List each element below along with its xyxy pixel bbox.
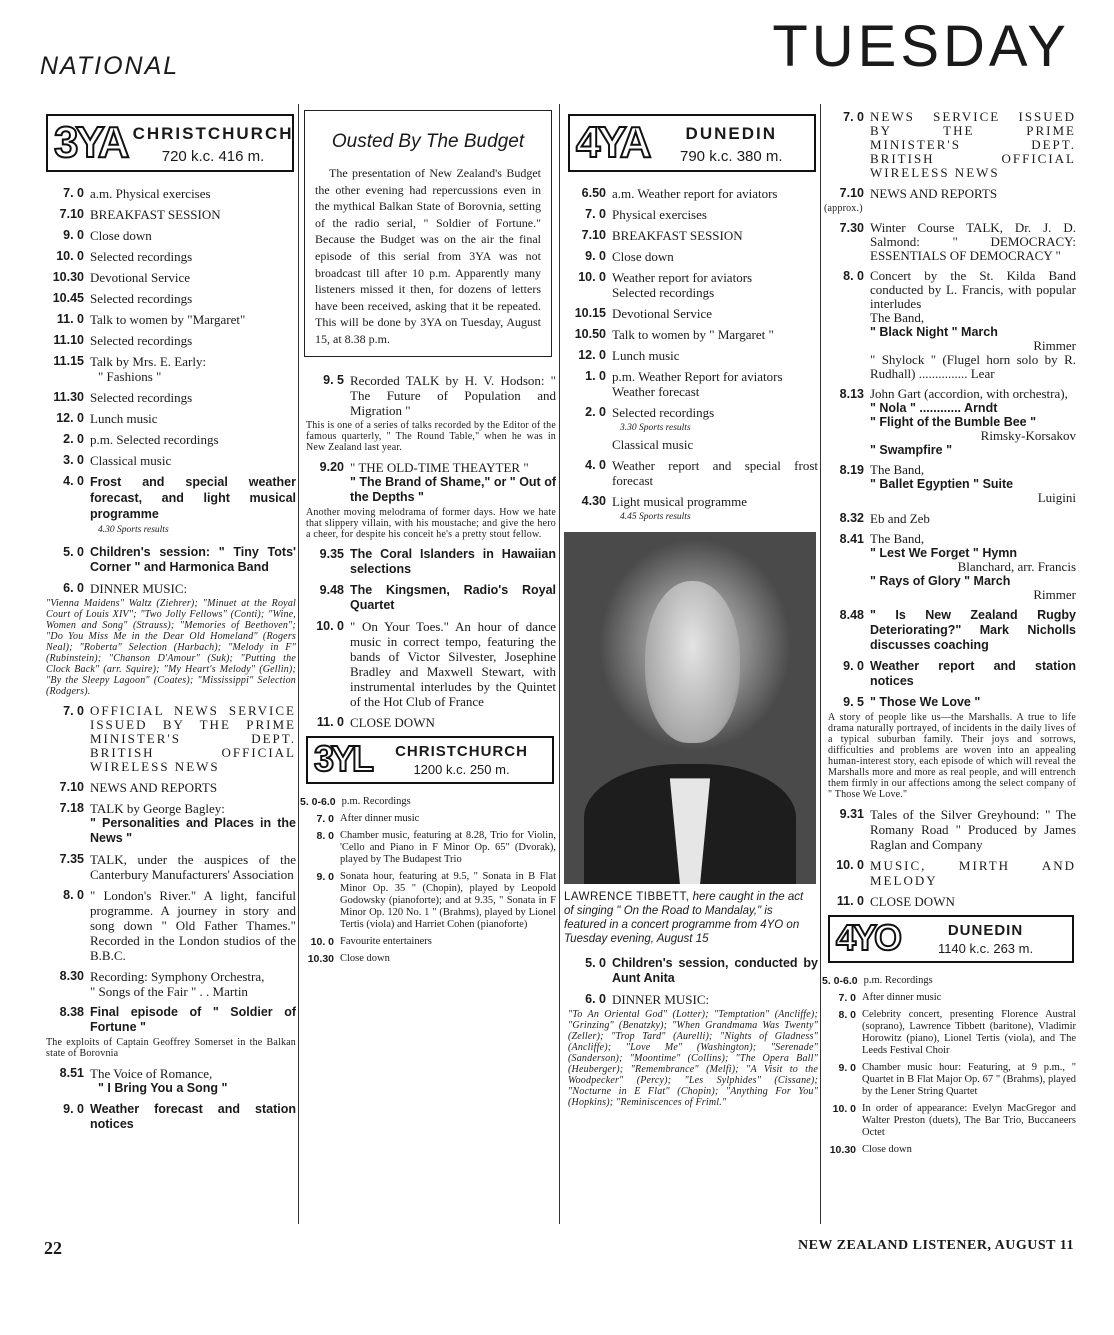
photo-face xyxy=(645,581,741,743)
entry-time: 8.30 xyxy=(59,969,84,983)
station-banner-3ya xyxy=(46,114,294,172)
entry-time: 8. 0 xyxy=(63,888,84,902)
entry-time: 8. 0 xyxy=(843,269,864,283)
entry-time: 9. 5 xyxy=(323,372,344,387)
entry-subtitle: The Band, xyxy=(870,310,925,325)
station-frequency: 790 k.c. 380 m. xyxy=(680,148,783,165)
entry-text: Classical music xyxy=(90,453,172,468)
programme-entry xyxy=(562,186,818,201)
entry-time: 8. 0 xyxy=(838,1009,856,1021)
entry-time: 9. 0 xyxy=(585,249,606,263)
entry-time: 7. 0 xyxy=(585,207,606,221)
entry-text: DINNER MUSIC: xyxy=(612,992,710,1007)
programme-entry xyxy=(300,715,556,730)
entry-time: 5. 0 xyxy=(63,545,84,559)
entry-note: (approx.) xyxy=(824,203,863,214)
entry-text: Devotional Service xyxy=(90,270,190,285)
programme-entry xyxy=(562,327,818,342)
entry-time: 11.15 xyxy=(53,354,84,368)
entry-text: NEWS SERVICE ISSUED BY THE PRIME MINISTER'S DEPT. BRITISH OFFICIAL WIRELESS NEWS xyxy=(870,109,1076,180)
entry-note: The exploits of Captain Geoffrey Somerset in the Balkan state of Borovnia xyxy=(46,1037,296,1059)
entry-time: 8.41 xyxy=(839,532,864,546)
entry-text: TALK by George Bagley: xyxy=(90,801,225,816)
entry-subtitle: " Shylock " (Flugel horn solo by R. Rudhall) ............... Lear xyxy=(870,352,1076,381)
entry-subtitle: Classical music xyxy=(612,437,694,452)
entry-text: Weather forecast and station notices xyxy=(90,1102,296,1131)
entry-text: Concert by the St. Kilda Band conducted by L. Francis, with popular interludes xyxy=(870,268,1076,311)
programme-entry xyxy=(40,411,296,426)
entry-time: 8. 0 xyxy=(316,829,334,842)
station-city: DUNEDIN xyxy=(685,124,777,143)
entry-text: Children's session: " Tiny Tots' Corner " and Harmonica Band xyxy=(90,545,296,574)
entry-time: 7.10 xyxy=(59,780,84,794)
entry-time: 9. 0 xyxy=(316,870,334,883)
entry-text: a.m. Physical exercises xyxy=(90,186,211,201)
station-city: CHRISTCHURCH xyxy=(132,124,294,143)
programme-entry xyxy=(822,1144,1076,1156)
entry-time: 10.50 xyxy=(574,327,606,341)
entry-composer: Rimmer xyxy=(1033,587,1076,602)
entry-text: Winter Course TALK, Dr. J. D. Salmond: " DEMOCRACY: ESSENTIALS OF DEMOCRACY " xyxy=(870,220,1076,263)
entry-text: Talk to women by " Margaret " xyxy=(612,327,774,342)
entry-text: The Band, xyxy=(870,531,925,546)
programme-entry xyxy=(40,852,296,882)
programme-entry xyxy=(40,1102,296,1132)
entry-text: Selected recordings xyxy=(90,291,193,306)
entry-note: 3.30 Sports results xyxy=(620,423,691,433)
programme-entry xyxy=(40,581,296,596)
entry-text: Selected recordings xyxy=(90,390,193,405)
entry-subtitle: " Songs of the Fair " . . Martin xyxy=(90,984,248,999)
entry-text: Tales of the Silver Greyhound: " The Romany Road " Produced by James Raglan and Company xyxy=(870,807,1076,852)
entry-subtitle: " Ballet Egyptien " Suite xyxy=(870,477,1014,491)
entry-text: Close down xyxy=(612,249,674,264)
entry-time: 10. 0 xyxy=(578,270,606,284)
entry-time: 8.13 xyxy=(839,387,864,401)
entry-time: 6. 0 xyxy=(63,581,84,595)
entry-text: Weather report and station notices xyxy=(870,659,1076,688)
entry-text: The Kingsmen, Radio's Royal Quartet xyxy=(350,582,556,612)
programme-entry xyxy=(562,249,818,264)
entry-time: 7. 0 xyxy=(63,704,84,718)
entry-text: Final episode of " Soldier of Fortune " xyxy=(90,1005,296,1034)
entry-time: 4. 0 xyxy=(63,474,84,488)
entry-time: 11.30 xyxy=(53,390,84,404)
entry-text: Selected recordings xyxy=(90,249,193,264)
entry-time: 6. 0 xyxy=(585,992,606,1006)
entry-time: 10.30 xyxy=(52,270,84,284)
programme-entry xyxy=(822,807,1076,852)
entry-time: 8.51 xyxy=(59,1066,84,1080)
programme-entry xyxy=(300,871,556,931)
entry-time: 7.35 xyxy=(59,852,84,866)
station-city: CHRISTCHURCH xyxy=(395,742,528,760)
entry-time: 12. 0 xyxy=(578,348,606,362)
programme-entry xyxy=(300,373,556,418)
entry-time: 2. 0 xyxy=(585,405,606,419)
entry-text: Talk to women by "Margaret" xyxy=(90,312,246,327)
programme-entry xyxy=(40,228,296,243)
station-city: DUNEDIN xyxy=(947,922,1024,939)
programme-entry xyxy=(40,801,296,846)
entry-time: 7. 0 xyxy=(63,186,84,200)
entry-text: Lunch music xyxy=(90,411,158,426)
entry-time: 7.10 xyxy=(581,228,606,242)
entry-subtitle: " Flight of the Bumble Bee " xyxy=(870,415,1037,429)
entry-time: 9.48 xyxy=(319,582,344,597)
entry-subtitle: " The Brand of Shame," or " Out of the Depths " xyxy=(350,474,556,504)
programme-entry xyxy=(300,460,556,505)
station-banner-4ya xyxy=(568,114,816,172)
programme-entry xyxy=(562,494,818,526)
entry-text: Celebrity concert, presenting Florence Austral (soprano), Lawrence Tibbett (baritone), Vladimir Horowitz (piano), Lionel Tertis (viola), and The Leeds Festival Choir xyxy=(862,1009,1076,1056)
entry-text: MUSIC, MIRTH AND MELODY xyxy=(870,858,1076,888)
programme-entry xyxy=(562,956,818,986)
entry-text: BREAKFAST SESSION xyxy=(612,228,743,243)
programme-entry xyxy=(822,269,1076,381)
programme-entry xyxy=(300,953,556,965)
entry-text: " On Your Toes." An hour of dance music in correct tempo, featuring the bands of Victor Silvester, Josephine Bradley and Maxwell Stewart, with instrumental interludes by the Quintet of the Hot Club of France xyxy=(350,618,556,709)
entry-note: 4.45 Sports results xyxy=(620,512,691,522)
entry-text: Recorded TALK by H. V. Hodson: " The Future of Population and Migration " xyxy=(350,372,556,418)
programme-entry xyxy=(822,186,1076,201)
programme-entry xyxy=(822,511,1076,526)
programme-entry xyxy=(822,1103,1076,1139)
programme-entry xyxy=(40,545,296,575)
entry-time: 10.45 xyxy=(52,291,84,305)
entry-time: 5. 0 xyxy=(585,956,606,970)
entry-time: 7.18 xyxy=(59,801,84,815)
programme-entry xyxy=(562,207,818,222)
entry-text: " Those We Love " xyxy=(870,695,981,709)
entry-text: Eb and Zeb xyxy=(870,511,930,526)
entry-text: BREAKFAST SESSION xyxy=(90,207,221,222)
entry-text: " THE OLD-TIME THEAYTER " xyxy=(350,459,529,475)
entry-time: 10. 0 xyxy=(836,858,864,872)
entry-time: 7.10 xyxy=(59,207,84,221)
entry-time: 7. 0 xyxy=(316,812,334,825)
programme-entry xyxy=(822,463,1076,505)
entry-text: Light musical programme xyxy=(612,494,748,509)
programme-entry xyxy=(822,110,1076,180)
programme-entry xyxy=(822,975,1076,987)
entry-time: 4. 0 xyxy=(585,458,606,472)
programme-entry xyxy=(40,249,296,264)
programme-entry xyxy=(40,888,296,963)
entry-composer: Rimmer xyxy=(1033,338,1076,353)
entry-time: 10.15 xyxy=(574,306,606,320)
feature-title: Ousted By The Budget xyxy=(331,131,525,152)
entry-composer: Blanchard, arr. Francis xyxy=(957,559,1076,574)
entry-text: Selected recordings xyxy=(612,405,715,420)
entry-text: p.m. Selected recordings xyxy=(90,432,219,447)
station-frequency: 720 k.c. 416 m. xyxy=(161,148,265,165)
entry-time: 8.38 xyxy=(59,1005,84,1019)
programme-entry xyxy=(40,780,296,795)
programme-entry xyxy=(40,186,296,201)
entry-time: 11. 0 xyxy=(56,312,84,326)
entry-time: 7.30 xyxy=(839,221,864,235)
entry-text: Close down xyxy=(862,1144,912,1155)
programme-entry xyxy=(300,796,556,808)
caption-text: here caught in the act of singing " On the Road to Mandalay," is featured in a concert programme from 4YO on Tuesday evening, August 15 xyxy=(564,891,804,945)
entry-note: 4.30 Sports results xyxy=(98,525,169,535)
entry-subtitle: " Lest We Forget " Hymn xyxy=(870,546,1018,560)
entry-time: 8.48 xyxy=(839,608,864,622)
entry-text: Weather report and special frost forecast xyxy=(612,458,818,488)
entry-subtitle: " Black Night " March xyxy=(870,325,998,339)
entry-text: The Coral Islanders in Hawaiian selections xyxy=(350,546,556,576)
photo-caption xyxy=(562,888,818,956)
entry-subtitle: " Swampfire " xyxy=(870,443,953,457)
entry-text: Physical exercises xyxy=(612,207,707,222)
entry-text: Weather report for aviators xyxy=(612,270,753,285)
programme-entry xyxy=(300,813,556,825)
programme-entry xyxy=(40,333,296,348)
section-label: NATIONAL xyxy=(40,52,180,80)
column-rule xyxy=(559,104,560,1224)
entry-text: " Is New Zealand Rugby Deteriorating?" Mark Nicholls discusses coaching xyxy=(870,608,1076,652)
entry-time: 8.32 xyxy=(839,511,864,525)
entry-time: 9.31 xyxy=(839,807,864,821)
entry-text: Favourite entertainers xyxy=(340,935,432,947)
programme-entry xyxy=(822,894,1076,909)
programme-entry xyxy=(822,695,1076,710)
programme-entry xyxy=(562,228,818,243)
programme-entry xyxy=(40,1005,296,1035)
entry-subtitle: " I Bring You a Song " xyxy=(98,1081,228,1095)
entry-text: DINNER MUSIC: xyxy=(90,581,188,596)
programme-entry xyxy=(822,992,1076,1004)
entry-subtitle: Selected recordings xyxy=(612,285,715,300)
station-frequency: 1200 k.c. 250 m. xyxy=(413,761,510,777)
entry-time: 9. 5 xyxy=(843,695,864,709)
entry-subtitle: Weather forecast xyxy=(612,384,700,399)
entry-time: 8.19 xyxy=(839,463,864,477)
entry-text: Lunch music xyxy=(612,348,680,363)
entry-time: 10. 0 xyxy=(56,249,84,263)
programme-entry xyxy=(822,858,1076,888)
publication-footer: NEW ZEALAND LISTENER, AUGUST 11 xyxy=(797,1238,1074,1253)
column-rule xyxy=(298,104,299,1224)
entry-subtitle: " Fashions " xyxy=(98,369,162,384)
programme-entry xyxy=(822,387,1076,457)
programme-entry xyxy=(40,1066,296,1096)
entry-text: Talk by Mrs. E. Early: xyxy=(90,354,207,369)
entry-time: 10.30 xyxy=(829,1144,856,1156)
entry-text: a.m. Weather report for aviators xyxy=(612,186,778,201)
entry-text: Chamber music, featuring at 8.28, Trio for Violin, 'Cello and Piano in F Minor Op. 65" (Dvorak), played by The Budapest Trio xyxy=(340,829,556,865)
entry-text: p.m. Weather Report for aviators xyxy=(612,369,783,384)
portrait-photo xyxy=(564,532,816,884)
programme-entry xyxy=(40,474,296,539)
entry-text: After dinner music xyxy=(862,992,942,1003)
programme-entry xyxy=(300,583,556,613)
entry-note: Another moving melodrama of former days. How we hate that slippery villain, with his moustache; and give the hero a cheer, for despite his conceit he's a pretty stout fellow. xyxy=(306,506,556,540)
entry-time: 10.30 xyxy=(307,952,334,965)
programme-entry xyxy=(562,369,818,399)
entry-text: The Voice of Romance, xyxy=(90,1066,213,1081)
station-banner-4yo xyxy=(828,915,1074,963)
entry-composer: Luigini xyxy=(1037,490,1076,505)
entry-text: NEWS AND REPORTS xyxy=(870,186,998,201)
entry-time: 12. 0 xyxy=(56,411,84,425)
entry-time: 9.35 xyxy=(319,546,344,561)
entry-text: Close down xyxy=(340,952,390,964)
entry-time: 11. 0 xyxy=(316,714,344,729)
entry-text: Children's session, conducted by Aunt Anita xyxy=(612,956,818,985)
programme-entry xyxy=(40,291,296,306)
station-frequency: 1140 k.c. 263 m. xyxy=(937,941,1034,956)
entry-text: Close down xyxy=(90,228,152,243)
column-4ya-evening xyxy=(822,104,1076,1224)
entry-text: Frost and special weather forecast, and light musical programme xyxy=(90,475,296,521)
page-number: 22 xyxy=(44,1238,62,1258)
programme-entry xyxy=(40,354,296,384)
programme-entry xyxy=(40,312,296,327)
entry-note: This is one of a series of talks recorded by the Editor of the famous quarterly, " The Round Table," when he was in New Zealand last year. xyxy=(306,419,556,453)
entry-text: The Band, xyxy=(870,462,925,477)
day-title: TUESDAY xyxy=(772,14,1070,79)
entry-text: John Gart (accordion, with orchestra), xyxy=(870,386,1068,401)
entry-time: 11.10 xyxy=(53,333,84,347)
entry-time: 10. 0 xyxy=(310,935,334,948)
column-3ya xyxy=(40,104,296,1224)
programme-entry xyxy=(300,619,556,709)
entry-text: After dinner music xyxy=(340,812,420,824)
dinner-music-list: "Vienna Maidens" Waltz (Ziehrer); "Minuet at the Royal Court of Louis XIV"; "Two Jolly Fellows" (Conti); "Wine, Women and Song" (Strauss); "Memories of Beethoven"; "Do You Miss Me in the Dear Old Homeland" (Rogers Neal); "Roberta" Selection (Harbach); "Melody in F" (Rubinstein); "Chanson D'Amour" (Suk); "Putting the Clock Back" (arr. Squire); "My Heart's Melody" (Gellin); "By the Sleepy Lagoon" (Coates); "Mississippi" Selection (Rodgers). xyxy=(46,598,296,697)
programme-entry xyxy=(40,969,296,999)
station-banner-3yl xyxy=(306,736,554,784)
column-4ya xyxy=(562,104,818,1224)
dinner-music-list: "To An Oriental God" (Lotter); "Temptation" (Ancliffe); "Grinzing" (Benatzky); "When Grandmama Was Twenty" (Zeller); "Trop Tard" (Aurelli); "Nights of Gladness" (Ancliffe); "Love Me" (Washington); "Serenade" (Sanderson); "Moontime" (Collins); "The Opera Ball" (Heuberger); "Remembrance" (Melfi); "A Visit to the Woodpecker" (Percy); "Les Sylphides" (Cissane); "Nocturne in E Flat" (Chopin); "Anything For You" (Hopkins); "Reminiscences of Friml." xyxy=(568,1009,818,1108)
programme-entry xyxy=(562,992,818,1007)
entry-time: 7. 0 xyxy=(838,992,856,1004)
entry-composer: Rimsky-Korsakov xyxy=(980,428,1076,443)
entry-text: OFFICIAL NEWS SERVICE ISSUED BY THE PRIME MINISTER'S DEPT. BRITISH OFFICIAL WIRELESS NEWS xyxy=(90,703,296,774)
programme-entry xyxy=(300,936,556,948)
entry-time: 5. 0-6.0 xyxy=(822,975,858,987)
programme-entry xyxy=(40,453,296,468)
entry-time: 9.20 xyxy=(319,459,344,474)
programme-entry xyxy=(562,306,818,321)
entry-time: 3. 0 xyxy=(63,453,84,467)
station-callsign: 3YA xyxy=(54,118,127,167)
column-feature xyxy=(300,104,556,1224)
entry-text: Chamber music hour: Featuring, at 9 p.m., " Quartet in B Flat Major Op. 67 " (Brahms), played by the Lener String Quartet xyxy=(862,1062,1076,1097)
entry-text: Selected recordings xyxy=(90,333,193,348)
programme-entry xyxy=(40,704,296,774)
entry-time: 10. 0 xyxy=(316,618,344,633)
entry-time: 9. 0 xyxy=(843,659,864,673)
station-callsign: 4YA xyxy=(576,118,649,167)
programme-entry xyxy=(822,221,1076,263)
entry-subtitle: " Nola " ............ Arndt xyxy=(870,401,998,415)
entry-text: CLOSE DOWN xyxy=(870,894,955,909)
entry-time: 9. 0 xyxy=(838,1062,856,1074)
entry-text: Sonata hour, featuring at 9.5, " Sonata in B Flat Minor Op. 35 " (Chopin), played by Leopold Godowsky (pianoforte); and at 9.35, " Sonata in F Minor Op. 120 No. 1 " (Brahms), played by Lionel Tertis (viola) and Harriet Cohen (pianoforte) xyxy=(340,870,556,930)
entry-note: A story of people like us—the Marshalls. A true to life drama naturally portrayed, of incidents in the daily lives of a typical suburban family. Their joys and sorrows, difficulties and problems are woven into an appealing human-interest story, each episode of which will reveal the Marshalls more and more as real people, and will entrench them firmly in our affections among the select company of " Those We Love." xyxy=(828,712,1076,800)
entry-time: 9. 0 xyxy=(63,228,84,242)
entry-text: Recording: Symphony Orchestra, xyxy=(90,969,265,984)
entry-text: p.m. Recordings xyxy=(863,975,933,986)
programme-entry xyxy=(40,432,296,447)
entry-text: " London's River." A light, fanciful programme. A journey in story and song down " Old Father Thames." Recorded in the London studios of the B.B.C. xyxy=(90,888,296,963)
programme-entry xyxy=(822,1009,1076,1057)
entry-time: 2. 0 xyxy=(63,432,84,446)
programme-entry xyxy=(300,830,556,866)
entry-text: CLOSE DOWN xyxy=(350,714,435,730)
feature-box xyxy=(304,110,552,357)
programme-entry xyxy=(562,405,818,452)
entry-text: In order of appearance: Evelyn MacGregor and Walter Preston (duets), The Bar Trio, Buccaneers Octet xyxy=(862,1103,1076,1138)
station-callsign: 4YO xyxy=(836,917,900,958)
entry-time: 1. 0 xyxy=(585,369,606,383)
entry-subtitle: " Rays of Glory " March xyxy=(870,574,1011,588)
programme-entry xyxy=(300,547,556,577)
programme-entry xyxy=(40,207,296,222)
programme-entry xyxy=(562,348,818,363)
entry-time: 4.30 xyxy=(581,494,606,508)
column-rule xyxy=(820,104,821,1224)
entry-time: 6.50 xyxy=(581,186,606,200)
entry-text: Devotional Service xyxy=(612,306,712,321)
programme-entry xyxy=(40,390,296,405)
programme-entry xyxy=(822,532,1076,602)
entry-subtitle: " Personalities and Places in the News " xyxy=(90,816,296,845)
station-callsign: 3YL xyxy=(314,737,372,779)
entry-time: 11. 0 xyxy=(836,894,864,908)
caption-name: LAWRENCE TIBBETT, xyxy=(564,891,690,903)
programme-entry xyxy=(562,270,818,300)
feature-text: The presentation of New Zealand's Budget the other evening had repercussions even in the mythical Balkan State of Borovnia, setting of the radio serial, " Soldier of Fortune." Because the Budget was on the air the final episode of this serial from 3YA was not broadcast till after 10 p.m. Apparently many listeners missed it then, for dozens of letters have been received, asking that it be repeated. This will be done by 3YA on Tuesday, August 15, at 8.38 p.m. xyxy=(315,166,541,346)
programme-entry xyxy=(822,608,1076,653)
entry-time: 9. 0 xyxy=(63,1102,84,1116)
entry-text: TALK, under the auspices of the Canterbury Manufacturers' Association xyxy=(90,852,296,882)
entry-text: p.m. Recordings xyxy=(341,795,411,807)
programme-entry xyxy=(562,458,818,488)
entry-time: 7. 0 xyxy=(843,110,864,124)
entry-text: NEWS AND REPORTS xyxy=(90,780,218,795)
entry-time: 7.10 xyxy=(839,186,864,200)
entry-time: 5. 0-6.0 xyxy=(300,795,336,808)
programme-entry xyxy=(40,270,296,285)
programme-entry xyxy=(822,659,1076,689)
entry-time: 10. 0 xyxy=(832,1103,856,1115)
programme-entry xyxy=(822,1062,1076,1098)
